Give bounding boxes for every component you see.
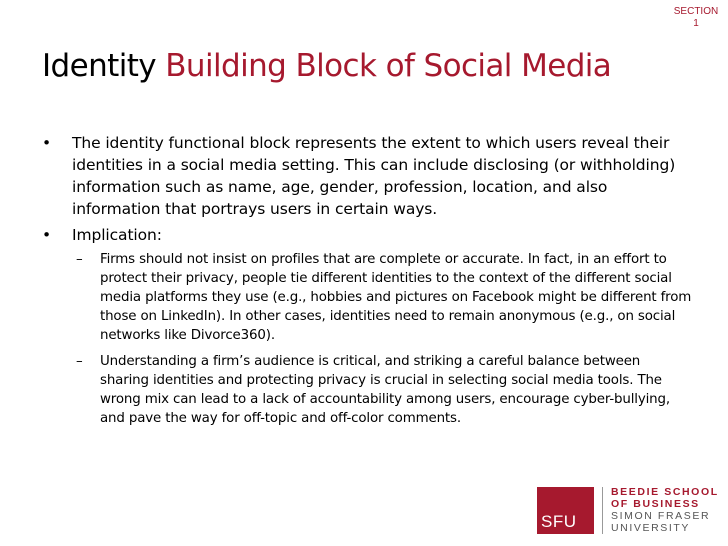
sub-bullet-item — [76, 250, 692, 345]
bullet-item — [42, 224, 692, 246]
slide-content — [42, 132, 692, 435]
bullet-text: The identity functional block represents the extent to which users reveal their identities in a social media setting. This can include disclosing (or withholding) information such as name, age, gender, profession, location, and also information that portrays users in certain ways. — [72, 134, 676, 218]
logo-line: BEEDIE SCHOOL — [611, 486, 719, 498]
section-number: 1 — [693, 18, 699, 29]
logo-line: UNIVERSITY — [611, 522, 691, 534]
title-plain: Identity — [42, 48, 166, 84]
sub-bullet-marker: – — [76, 354, 83, 369]
bullet-marker: • — [42, 134, 52, 152]
sfu-logo-text: SFU — [541, 512, 577, 531]
logo-line: OF BUSINESS — [611, 498, 700, 510]
bullet-text: Implication: — [72, 226, 162, 244]
logo-divider — [602, 487, 603, 534]
logo-line: SIMON FRASER — [611, 510, 711, 522]
bullet-marker: • — [42, 226, 52, 244]
logo-wordmark — [611, 487, 719, 534]
sub-bullet-list — [76, 250, 692, 428]
section-label: SECTION — [673, 6, 719, 17]
title-accent: Building Block of Social Media — [165, 48, 612, 84]
sfu-beedie-logo — [537, 487, 719, 534]
slide-title — [42, 46, 611, 86]
sub-bullet-marker: – — [76, 252, 83, 267]
sub-bullet-text: Understanding a firm’s audience is critical, and striking a careful balance between sharing identities and protecting privacy is crucial in selecting social media tools. The wrong mix can lead to a lack of accountability among users, encourage cyber-bullying, and pave the way for off-topic and off-color comments. — [100, 354, 670, 426]
section-tag — [670, 6, 722, 30]
sub-bullet-item — [76, 352, 692, 428]
sub-bullet-text: Firms should not insist on profiles that are complete or accurate. In fact, in an effort to protect their privacy, people tie different identities to the context of the different social media platforms they use (e.g., hobbies and pictures on Facebook might be different from those on LinkedIn). In other cases, identities need to remain anonymous (e.g., on social networks like Divorce360). — [100, 252, 692, 343]
sfu-logo-mark — [537, 487, 594, 534]
bullet-item — [42, 132, 692, 220]
